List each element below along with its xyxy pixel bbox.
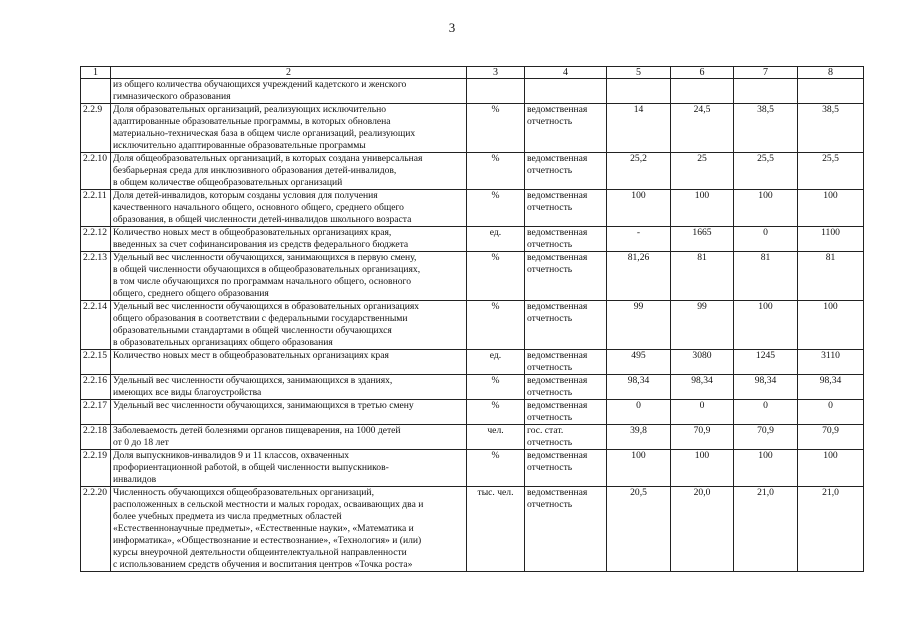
data-source: ведомственная отчетность [525,227,607,252]
column-header: 5 [607,67,671,79]
unit-of-measure: % [467,375,525,400]
value-col-7 [734,79,798,104]
row-number: 2.2.11 [81,190,111,227]
value-col-6: 70,9 [671,425,734,450]
value-col-7: 21,0 [734,487,798,572]
value-col-7: 100 [734,301,798,350]
indicator-name: Доля детей-инвалидов, которым созданы условия для получения качественного начального общего, основного общего, среднего общего образования, в общей численности детей-инвалидов школьного возраста [111,190,467,227]
table-row [81,227,864,252]
unit-of-measure: % [467,190,525,227]
unit-of-measure: % [467,400,525,425]
value-col-7: 100 [734,450,798,487]
indicator-name: из общего количества обучающихся учреждений кадетского и женского гимназического образования [111,79,467,104]
data-source: ведомственная отчетность [525,153,607,190]
value-col-8: 38,5 [798,104,864,153]
value-col-7: 100 [734,190,798,227]
data-source: ведомственная отчетность [525,450,607,487]
value-col-6: 3080 [671,350,734,375]
table-row [81,450,864,487]
data-source [525,79,607,104]
page-number: 3 [448,20,456,35]
indicator-name: Удельный вес численности обучающихся, занимающихся в первую смену, в общей численности обучающихся в общеобразовательных организациях, в том числе обучающихся по программам начального общего, основного общего, среднего общего образования [111,252,467,301]
unit-of-measure: % [467,104,525,153]
value-col-6: 24,5 [671,104,734,153]
indicator-name: Численность обучающихся общеобразовательных организаций, расположенных в сельской местности и малых городах, осваивающих два и более учебных предмета из числа предметных областей «Естественнонаучные предметы», «Естественные науки», «Математика и информатика», «Обществознание и естествознание», «Технология» и (или) курсы внеурочной деятельности общеинтелектуальной направленности с использованием средств обучения и воспитания центров «Точка роста» [111,487,467,572]
row-number: 2.2.17 [81,400,111,425]
column-header: 6 [671,67,734,79]
indicator-name: Заболеваемость детей болезнями органов пищеварения, на 1000 детей от 0 до 18 лет [111,425,467,450]
unit-of-measure: ед. [467,227,525,252]
value-col-7: 98,34 [734,375,798,400]
table-row [81,425,864,450]
table-row [81,375,864,400]
table-row [81,350,864,375]
value-col-5: 99 [607,301,671,350]
value-col-8: 100 [798,450,864,487]
row-number: 2.2.20 [81,487,111,572]
table-row [81,400,864,425]
value-col-8 [798,79,864,104]
value-col-8: 0 [798,400,864,425]
value-col-6: 99 [671,301,734,350]
row-number [81,79,111,104]
row-number: 2.2.10 [81,153,111,190]
column-header: 1 [81,67,111,79]
value-col-8: 21,0 [798,487,864,572]
data-source: гос. стат. отчетность [525,425,607,450]
value-col-8: 98,34 [798,375,864,400]
column-header: 7 [734,67,798,79]
unit-of-measure: % [467,153,525,190]
unit-of-measure: ед. [467,350,525,375]
value-col-5: 20,5 [607,487,671,572]
table-row [81,301,864,350]
indicator-name: Удельный вес численности обучающихся в образовательных организациях общего образования в соответствии с федеральными государственными образовательными стандартами в общей численности обучающихся в образовательных организациях общего образования [111,301,467,350]
value-col-5: 100 [607,190,671,227]
row-number: 2.2.13 [81,252,111,301]
indicator-name: Удельный вес численности обучающихся, занимающихся в зданиях, имеющих все виды благоустройства [111,375,467,400]
table-row [81,79,864,104]
value-col-6: 25 [671,153,734,190]
unit-of-measure: % [467,301,525,350]
table-row [81,190,864,227]
indicator-name: Удельный вес численности обучающихся, занимающихся в третью смену [111,400,467,425]
unit-of-measure: чел. [467,425,525,450]
table-row [81,153,864,190]
data-source: ведомственная отчетность [525,487,607,572]
value-col-6: 0 [671,400,734,425]
data-source: ведомственная отчетность [525,252,607,301]
value-col-5: 81,26 [607,252,671,301]
value-col-5: 14 [607,104,671,153]
value-col-5 [607,79,671,104]
value-col-6: 20,0 [671,487,734,572]
value-col-5: 39,8 [607,425,671,450]
indicator-name: Количество новых мест в общеобразовательных организациях края, введенных за счет софинансирования из средств федерального бюджета [111,227,467,252]
value-col-5: - [607,227,671,252]
data-source: ведомственная отчетность [525,190,607,227]
indicator-name: Доля общеобразовательных организаций, в которых создана универсальная безбарьерная среда для инклюзивного образования детей-инвалидов, в общем количестве общеобразовательных организаций [111,153,467,190]
value-col-8: 100 [798,190,864,227]
table-row [81,104,864,153]
column-header: 4 [525,67,607,79]
row-number: 2.2.12 [81,227,111,252]
value-col-7: 70,9 [734,425,798,450]
value-col-7: 0 [734,227,798,252]
table-row [81,252,864,301]
column-header: 2 [111,67,467,79]
value-col-6: 81 [671,252,734,301]
value-col-6: 100 [671,190,734,227]
value-col-7: 38,5 [734,104,798,153]
value-col-7: 1245 [734,350,798,375]
value-col-6: 1665 [671,227,734,252]
value-col-6: 100 [671,450,734,487]
value-col-5: 25,2 [607,153,671,190]
value-col-6 [671,79,734,104]
row-number: 2.2.18 [81,425,111,450]
unit-of-measure: % [467,252,525,301]
value-col-8: 1100 [798,227,864,252]
value-col-8: 81 [798,252,864,301]
indicator-name: Количество новых мест в общеобразовательных организациях края [111,350,467,375]
data-source: ведомственная отчетность [525,301,607,350]
row-number: 2.2.19 [81,450,111,487]
value-col-7: 0 [734,400,798,425]
data-source: ведомственная отчетность [525,350,607,375]
value-col-5: 495 [607,350,671,375]
value-col-5: 0 [607,400,671,425]
value-col-7: 81 [734,252,798,301]
value-col-6: 98,34 [671,375,734,400]
unit-of-measure [467,79,525,104]
value-col-8: 3110 [798,350,864,375]
row-number: 2.2.15 [81,350,111,375]
indicator-name: Доля образовательных организаций, реализующих исключительно адаптированные образовательные программы, в которых обновлена материально-техническая база в общем числе организаций, реализующих исключительно адаптированные образовательные программы [111,104,467,153]
value-col-8: 25,5 [798,153,864,190]
row-number: 2.2.16 [81,375,111,400]
unit-of-measure: % [467,450,525,487]
row-number: 2.2.9 [81,104,111,153]
value-col-8: 70,9 [798,425,864,450]
indicators-table [80,66,864,572]
unit-of-measure: тыс. чел. [467,487,525,572]
data-source: ведомственная отчетность [525,375,607,400]
table-header-row [81,67,864,79]
row-number: 2.2.14 [81,301,111,350]
value-col-7: 25,5 [734,153,798,190]
column-header: 8 [798,67,864,79]
data-source: ведомственная отчетность [525,400,607,425]
value-col-5: 98,34 [607,375,671,400]
indicator-name: Доля выпускников-инвалидов 9 и 11 классов, охваченных профориентационной работой, в общей численности выпускников- инвалидов [111,450,467,487]
table-row [81,487,864,572]
value-col-5: 100 [607,450,671,487]
value-col-8: 100 [798,301,864,350]
data-source: ведомственная отчетность [525,104,607,153]
column-header: 3 [467,67,525,79]
